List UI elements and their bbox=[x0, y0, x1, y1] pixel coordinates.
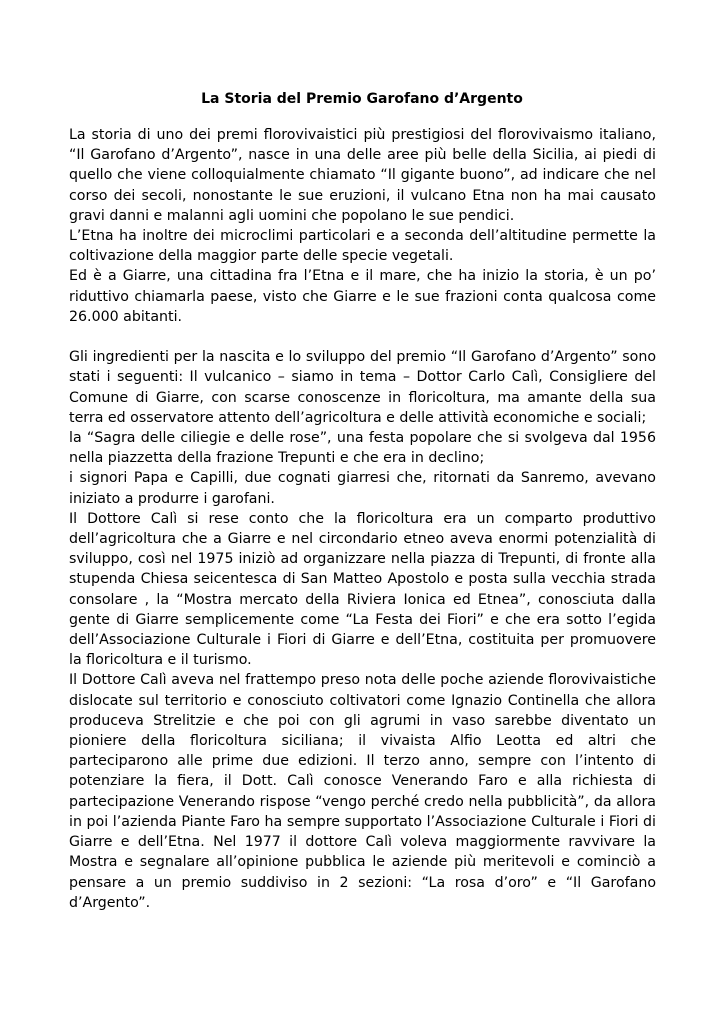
paragraph-premio-origins: Il Dottore Calì aveva nel frattempo preso nota delle poche aziende florovivaistiche dislocate sul territorio e conosciuto coltivatori come Ignazio Continella che allora produceva Strelitzie e che poi con gli agrumi in vaso sarebbe diventato un pioniere della floricoltura siciliana; il vivaista Alfio Leotta ed altri che parteciparono alle prime due edizioni. Il terzo anno, sempre con l’intento di potenziare la fiera, il Dott. Calì conosce Venerando Faro e alla richiesta di partecipazione Venerando rispose “vengo perché credo nella pubblicità”, da allora in poi l’azienda Piante Faro ha sempre supportato l’Associazione Culturale i Fiori di Giarre e dell’Etna. Nel 1977 il dottore Calì voleva maggiormente ravvivare la Mostra e segnalare all’opinione pubblica le aziende più meritevoli e cominciò a pensare a un premio suddiviso in 2 sezioni: “La rosa d’oro” e “Il Garofano d’Argento”. bbox=[69, 672, 656, 911]
paragraph-microclimates: L’Etna ha inoltre dei microclimi particolari e a seconda dell’altitudine permette la coltivazione della maggior parte delle specie vegetali. bbox=[69, 228, 656, 265]
paragraph-sagra: la “Sagra delle ciliegie e delle rose”, una festa popolare che si svolgeva dal 1956 nella piazzetta della frazione Trepunti e che era in declino; bbox=[69, 430, 656, 467]
paragraph-intro: La storia di uno dei premi florovivaistici più prestigiosi del florovivaismo italiano, “Il Garofano d’Argento”, nasce in una delle aree più belle della Sicilia, ai piedi di quello che viene colloquialmente chiamato “Il gigante buono”, ad indicare che nel corso dei secoli, nonostante le sue eruzioni, il vulcano Etna non ha mai causato gravi danni e malanni agli uomini che popolano le sue pendici. bbox=[69, 127, 656, 224]
paragraph-papa-capilli: i signori Papa e Capilli, due cognati giarresi che, ritornati da Sanremo, avevano iniziato a produrre i garofani. bbox=[69, 470, 656, 507]
document-body bbox=[69, 125, 656, 913]
paragraph-ingredients: Gli ingredienti per la nascita e lo sviluppo del premio “Il Garofano d’Argento” sono stati i seguenti: Il vulcanico – siamo in tema – Dottor Carlo Calì, Consigliere del Comune di Giarre, con scarse conoscenze in floricoltura, ma amante della sua terra ed osservatore attento dell’agricoltura e delle attività economiche e sociali; bbox=[69, 349, 656, 426]
paragraph-mostra-mercato: Il Dottore Calì si rese conto che la floricoltura era un comparto produttivo dell’agricoltura che a Giarre e nel circondario etneo aveva enormi potenzialità di sviluppo, così nel 1975 iniziò ad organizzare nella piazza di Trepunti, di fronte alla stupenda Chiesa seicentesca di San Matteo Apostolo e posta sulla vecchia strada consolare , la “Mostra mercato della Riviera Ionica ed Etnea”, conosciuta dalla gente di Giarre semplicemente come “La Festa dei Fiori” e che era sotto l’egida dell’Associazione Culturale i Fiori di Giarre e dell’Etna, costituita per promuovere la floricoltura e il turismo. bbox=[69, 510, 656, 669]
paragraph-giarre: Ed è a Giarre, una cittadina fra l’Etna e il mare, che ha inizio la storia, è un po’ riduttivo chiamarla paese, visto che Giarre e le sue frazioni conta qualcosa come 26.000 abitanti. bbox=[69, 268, 656, 325]
paragraph-spacer bbox=[69, 327, 656, 347]
document-title: La Storia del Premio Garofano d’Argento bbox=[201, 91, 523, 107]
